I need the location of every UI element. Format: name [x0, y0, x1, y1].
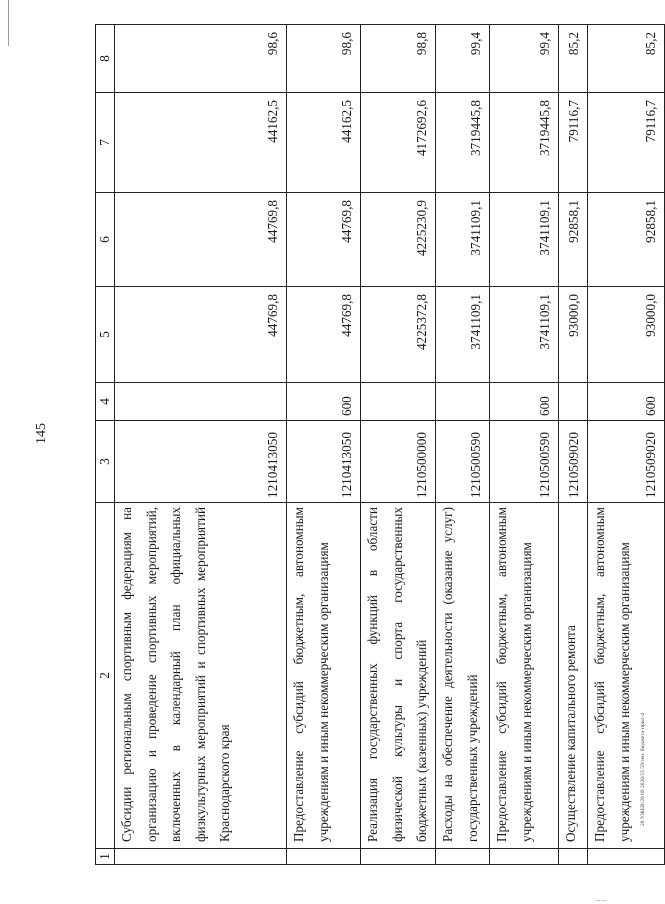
row-value-8: 99,4 — [436, 25, 490, 93]
col1-cell — [490, 849, 559, 865]
row-value-6: 3741109,1 — [490, 193, 559, 287]
row-value-8: 85,2 — [559, 25, 588, 93]
table-header-row — [96, 25, 115, 865]
col1-cell — [436, 849, 490, 865]
row-name: Расходы на обеспечение деятельности (оказание услуг) государственных учреждений — [436, 503, 490, 849]
row-value-6: 92858,1 — [588, 193, 665, 287]
row-value-6: 44769,8 — [115, 193, 287, 287]
row-value-7: 44162,5 — [287, 93, 361, 193]
header-cell: 3 — [96, 421, 115, 503]
row-value-5: 93000,0 — [588, 287, 665, 383]
footer-mark: -- -- — [596, 896, 608, 904]
row-value-5: 4225372,8 — [361, 287, 436, 383]
header-cell: 2 — [96, 503, 115, 849]
row-value-7: 3719445,8 — [436, 93, 490, 193]
row-vr: 600 — [588, 383, 665, 421]
col1-cell — [361, 849, 436, 865]
col1-cell — [287, 849, 361, 865]
row-value-8: 98,6 — [287, 25, 361, 93]
header-cell: 4 — [96, 383, 115, 421]
row-code: 1210509020 — [588, 421, 665, 503]
row-value-6: 3741109,1 — [436, 193, 490, 287]
row-value-5: 93000,0 — [559, 287, 588, 383]
scan-edge-line — [8, 0, 9, 46]
header-cell: 7 — [96, 93, 115, 193]
row-vr — [559, 383, 588, 421]
header-cell: 1 — [96, 849, 115, 865]
row-code: 1210413050 — [287, 421, 361, 503]
header-cell: 6 — [96, 193, 115, 287]
col1-cell — [588, 849, 665, 865]
table-row — [559, 25, 588, 865]
row-vr — [115, 383, 287, 421]
row-value-5: 3741109,1 — [490, 287, 559, 383]
row-value-7: 79116,7 — [588, 93, 665, 193]
row-vr — [361, 383, 436, 421]
row-value-8: 99,4 — [490, 25, 559, 93]
row-vr: 600 — [287, 383, 361, 421]
row-value-7: 4172692,6 — [361, 93, 436, 193]
row-code: 1210413050 — [115, 421, 287, 503]
page-number: 145 — [34, 423, 49, 444]
col1-cell — [115, 849, 287, 865]
row-name: Осуществление капитального ремонта — [559, 503, 588, 849]
row-name: Реализация государственных функций в области физической культуры и спорта государственных бюджетных (казенных) учреждений — [361, 503, 436, 849]
row-value-6: 4225230,9 — [361, 193, 436, 287]
row-vr — [436, 383, 490, 421]
table-row — [287, 25, 361, 865]
row-name: Предоставление субсидий бюджетным, автономным учреждениям и иным некоммерческим организациям — [490, 503, 559, 849]
row-vr: 600 — [490, 383, 559, 421]
row-value-7: 79116,7 — [559, 93, 588, 193]
table-row — [588, 25, 665, 865]
row-name: Субсидии региональным спортивным федерациям на организацию и проведение спортивных мероприятий, включенных в календарный план официальных физкультурных мероприятий и спортивных мероприятий Краснодарского края — [115, 503, 287, 849]
row-value-6: 92858,1 — [559, 193, 588, 287]
row-name: Предоставление субсидий бюджетным, автономным учреждениям и иным некоммерческим организациям — [588, 503, 665, 849]
document-side-note: 20 УЖЕВ/28 09 2020/15 59/зеп. бюджета-прил-4 — [640, 712, 646, 826]
header-cell: 8 — [96, 25, 115, 93]
row-code: 1210500000 — [361, 421, 436, 503]
header-cell: 5 — [96, 287, 115, 383]
row-value-5: 44769,8 — [287, 287, 361, 383]
table-row — [436, 25, 490, 865]
table-row — [115, 25, 287, 865]
row-value-5: 3741109,1 — [436, 287, 490, 383]
row-value-7: 3719445,8 — [490, 93, 559, 193]
row-value-8: 98,6 — [115, 25, 287, 93]
row-value-8: 98,8 — [361, 25, 436, 93]
row-value-6: 44769,8 — [287, 193, 361, 287]
row-value-5: 44769,8 — [115, 287, 287, 383]
row-code: 1210500590 — [490, 421, 559, 503]
col1-cell — [559, 849, 588, 865]
table-row — [490, 25, 559, 865]
row-code: 1210509020 — [559, 421, 588, 503]
row-code: 1210500590 — [436, 421, 490, 503]
row-value-7: 44162,5 — [115, 93, 287, 193]
table-row — [361, 25, 436, 865]
budget-table — [95, 24, 665, 865]
row-value-8: 85,2 — [588, 25, 665, 93]
row-name: Предоставление субсидий бюджетным, автономным учреждениям и иным некоммерческим организациям — [287, 503, 361, 849]
